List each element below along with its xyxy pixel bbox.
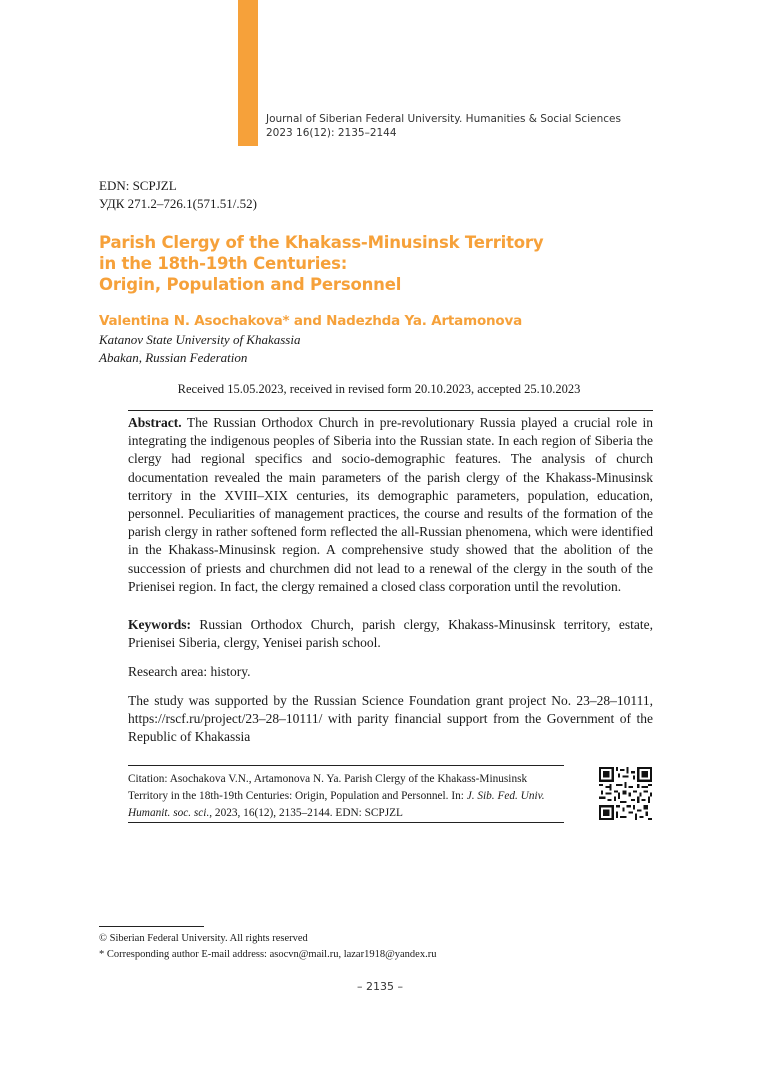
edn-code: EDN: SCPJZL: [99, 178, 177, 193]
qr-code-icon: [599, 767, 652, 820]
citation-text: Citation: Asochakova V.N., Artamonova N. Ya. Parish Clergy of the Khakass-Minusinsk Territory in the 18th-19th Centuries: Origin, Population and Personnel. In:: [128, 773, 528, 802]
citation-journal: J. Sib. Fed. Univ. Humanit. soc. sci.: [128, 790, 545, 819]
title-line-2: in the 18th-19th Centuries:: [99, 254, 348, 273]
title-line-1: Parish Clergy of the Khakass-Minusinsk Territory: [99, 233, 544, 252]
research-area: Research area: history.: [128, 664, 251, 679]
journal-name: Journal of Siberian Federal University. Humanities & Social Sciences: [266, 113, 621, 125]
keywords-label: Keywords:: [128, 617, 191, 632]
accent-bar: [238, 0, 258, 146]
journal-issue: 2023 16(12): 2135–2144: [266, 127, 397, 139]
abstract-text: The Russian Orthodox Church in pre-revolutionary Russia played a crucial role in integrating the indigenous peoples of Siberia into the Russian state. In each region of Siberia the clergy had regional specifics and socio-demographic features. The analysis of church documentation revealed the main parameters of the parish clergy of the Khakass-Minusinsk territory in the XVIII–XIX centuries, its demographic parameters, population, education, personnel. Peculiarities of management practices, the course and results of the formation of the parish clergy in rather softened form reflected the all-Russian phenomena, which were identified in the Khakass-Minusinsk region. A comprehensive study showed that the abolition of the succession of priests and churchmen did not lead to a renewal of the clergy in the south of the Prienisei region. In fact, the clergy remained a closed class corporation until the revolution.: [128, 415, 653, 594]
page-number: – 2135 –: [357, 980, 403, 993]
article-meta: [99, 177, 257, 213]
article-title: [99, 232, 659, 295]
citation-details: , 2023, 16(12), 2135–2144. EDN: SCPJZL: [209, 807, 403, 819]
corresponding-author: * Corresponding author E-mail address: asocvn@mail.ru, lazar1918@yandex.ru: [99, 949, 437, 960]
abstract-top-rule: [128, 410, 653, 411]
keywords: [128, 616, 653, 652]
footnotes: [99, 931, 436, 963]
citation-bottom-rule: [128, 822, 564, 823]
citation-top-rule: [128, 765, 564, 766]
affiliation: [99, 331, 300, 367]
abstract: [128, 414, 653, 596]
copyright: © Siberian Federal University. All rights reserved: [99, 933, 308, 944]
title-line-3: Origin, Population and Personnel: [99, 275, 402, 294]
authors: Valentina N. Asochakova* and Nadezhda Ya. Artamonova: [99, 313, 523, 329]
footnote-rule: [99, 926, 204, 927]
keywords-text: Russian Orthodox Church, parish clergy, Khakass-Minusinsk territory, estate, Prienisei Siberia, clergy, Yenisei parish school.: [128, 617, 653, 651]
location: Abakan, Russian Federation: [99, 350, 248, 365]
university: Katanov State University of Khakassia: [99, 332, 301, 347]
received-dates: Received 15.05.2023, received in revised form 20.10.2023, accepted 25.10.2023: [177, 382, 581, 396]
abstract-label: Abstract.: [128, 415, 182, 430]
funding-note: The study was supported by the Russian Science Foundation grant project No. 23–28–10111, https://rscf.ru/project/23–28–10111/ with parity financial support from the Government of the Republic of Khakassia: [128, 693, 653, 745]
citation: [128, 771, 568, 822]
journal-header: [266, 112, 621, 140]
udk-code: УДК 271.2–726.1(571.51/.52): [99, 196, 257, 211]
